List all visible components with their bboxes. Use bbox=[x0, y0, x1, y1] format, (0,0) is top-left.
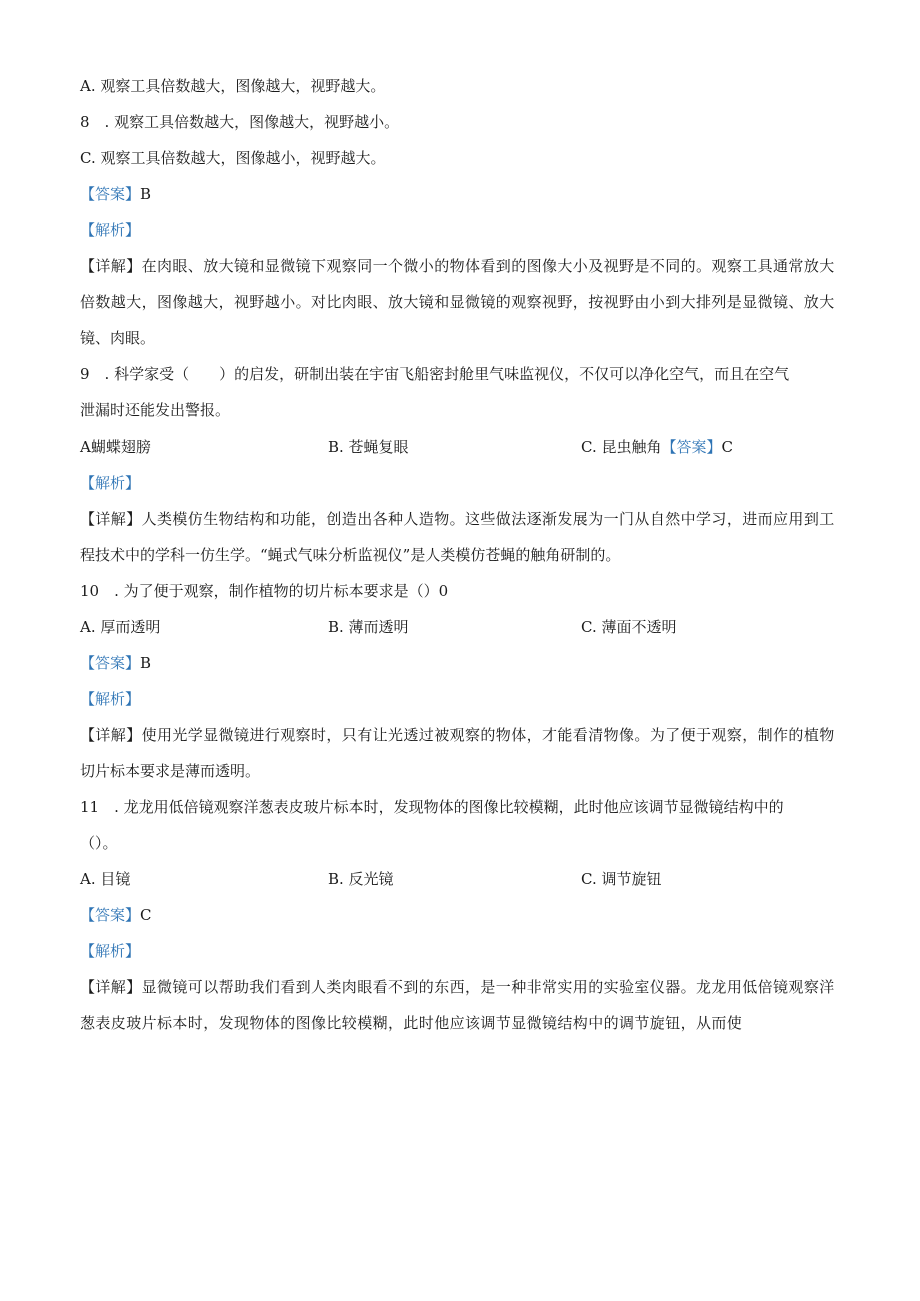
q10-option-c: C. 薄面不透明 bbox=[581, 618, 677, 636]
q10-answer-row bbox=[80, 653, 151, 673]
q11-option-c: C. 调节旋钮 bbox=[581, 870, 662, 888]
detail-text: 显微镜可以帮助我们看到人类肉眼看不到的东西，是一种非常实用的实验室仪器。龙龙用低倍镜观察洋 bbox=[141, 978, 835, 996]
detail-text: 人类模仿生物结构和功能，创造出各种人造物。这些做法逐渐发展为一门从自然中学习，进而应用到工 bbox=[141, 510, 835, 528]
q9-detail-line-2: 程技术中的学科一仿生学。“蝇式气味分析监视仪”是人类模仿苍蝇的触角研制的。 bbox=[80, 546, 621, 564]
q10-stem: 10 . 为了便于观察，制作植物的切片标本要求是（）0 bbox=[80, 582, 449, 600]
q9-detail-line-1 bbox=[80, 509, 835, 529]
answer-value: B bbox=[140, 654, 152, 672]
detail-text: 使用光学显微镜进行观察时，只有让光透过被观察的物体，才能看清物像。为了便于观察，制作的植物 bbox=[141, 726, 835, 744]
q7-detail-line-2: 倍数越大，图像越大，视野越小。对比肉眼、放大镜和显微镜的观察视野，按视野由小到大排列是显微镜、放大 bbox=[80, 293, 835, 311]
q9-option-b: B. 苍蝇复眼 bbox=[328, 438, 409, 456]
q11-option-b: B. 反光镜 bbox=[328, 870, 394, 888]
answer-value: B bbox=[140, 185, 152, 203]
q10-option-a: A. 厚而透明 bbox=[80, 618, 161, 636]
q9-stem-line-2: 泄漏时还能发出警报。 bbox=[80, 401, 231, 419]
q10-detail-line-1 bbox=[80, 725, 835, 745]
q11-analysis-tag: 【解析】 bbox=[80, 942, 141, 960]
q8-option-b: 8 . 观察工具倍数越大，图像越大，视野越小。 bbox=[80, 113, 400, 131]
q10-detail-line-2: 切片标本要求是薄而透明。 bbox=[80, 762, 261, 780]
q9-option-c-answer-row bbox=[581, 437, 733, 457]
q7-detail-line-1 bbox=[80, 256, 835, 276]
q10-option-b: B. 薄而透明 bbox=[328, 618, 409, 636]
answer-value: C bbox=[140, 906, 152, 924]
q7-option-c: C. 观察工具倍数越大，图像越小，视野越大。 bbox=[80, 149, 386, 167]
detail-text: 在肉眼、放大镜和显微镜下观察同一个微小的物体看到的图像大小及视野是不同的。观察工具通常放大 bbox=[141, 257, 835, 275]
answer-tag: 【答案】 bbox=[80, 185, 141, 203]
answer-tag: 【答案】 bbox=[661, 438, 722, 456]
q11-option-a: A. 目镜 bbox=[80, 870, 131, 888]
answer-tag: 【答案】 bbox=[80, 906, 141, 924]
q11-answer-row bbox=[80, 905, 152, 925]
detail-tag: 【详解】 bbox=[80, 978, 142, 996]
detail-tag: 【详解】 bbox=[80, 510, 142, 528]
q9-analysis-tag: 【解析】 bbox=[80, 474, 141, 492]
q7-detail-line-3: 镜、肉眼。 bbox=[80, 329, 156, 347]
q11-detail-line-1 bbox=[80, 977, 835, 997]
q7-answer-row bbox=[80, 184, 151, 204]
q7-option-a: A. 观察工具倍数越大，图像越大，视野越大。 bbox=[80, 77, 386, 95]
q9-stem-line-1: 9 . 科学家受（ ）的启发，研制出装在宇宙飞船密封舱里气味监视仪，不仅可以净化空气，而且在空气 bbox=[80, 365, 790, 383]
q11-stem-line-1: 11 . 龙龙用低倍镜观察洋葱表皮玻片标本时，发现物体的图像比较模糊，此时他应该调节显微镜结构中的 bbox=[80, 798, 784, 816]
answer-tag: 【答案】 bbox=[80, 654, 141, 672]
q9-option-a: A蝴蝶翅膀 bbox=[80, 438, 151, 456]
answer-value: C bbox=[721, 438, 733, 456]
q11-detail-line-2: 葱表皮玻片标本时，发现物体的图像比较模糊，此时他应该调节显微镜结构中的调节旋钮，从而使 bbox=[80, 1014, 743, 1032]
detail-tag: 【详解】 bbox=[80, 726, 142, 744]
q7-analysis-tag: 【解析】 bbox=[80, 221, 141, 239]
q10-analysis-tag: 【解析】 bbox=[80, 690, 141, 708]
q11-stem-line-2: （）。 bbox=[80, 834, 118, 852]
option-c: C. 昆虫触角 bbox=[581, 438, 662, 456]
detail-tag: 【详解】 bbox=[80, 257, 142, 275]
